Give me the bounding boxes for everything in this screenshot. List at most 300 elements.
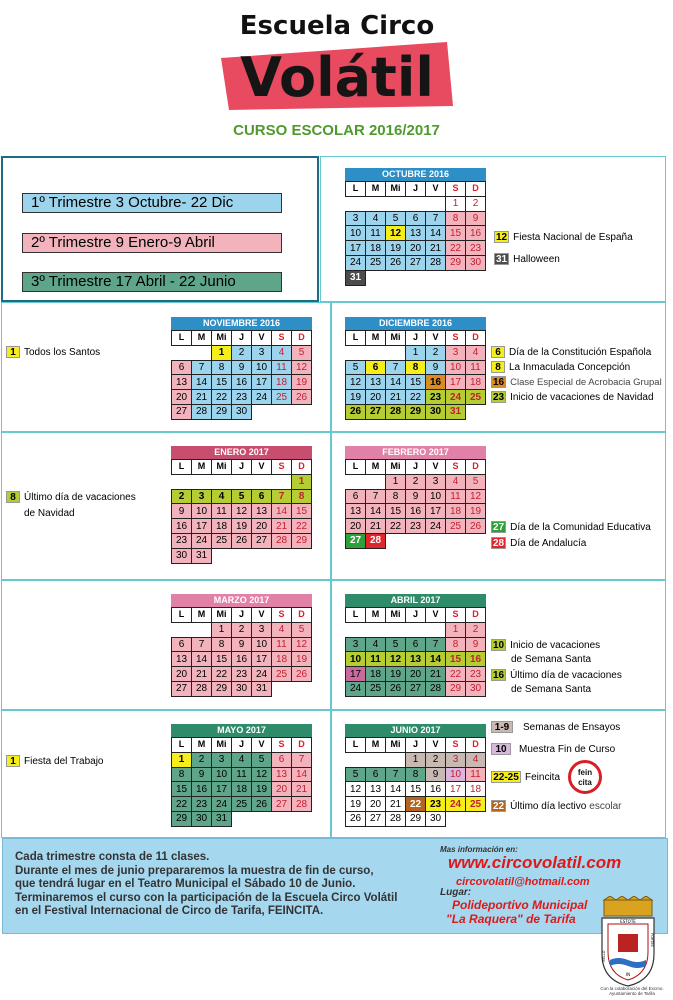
event-jun-muestra	[491, 743, 615, 755]
event-date-badge: 8	[491, 361, 505, 373]
event-dic-8	[491, 361, 630, 373]
calendar-empty-cell	[212, 474, 232, 489]
calendar-day: 23	[426, 390, 446, 405]
calendar-day: 20	[252, 519, 272, 534]
calendar-empty-cell	[426, 270, 446, 285]
calendar-day: 15	[406, 375, 426, 390]
weekday-header: M	[366, 331, 386, 346]
calendar-week-row	[172, 519, 312, 534]
calendar-day: 29	[212, 681, 232, 696]
calendar-day: 4	[366, 211, 386, 226]
calendar-day: 13	[346, 504, 366, 519]
calendar-day: 21	[192, 667, 212, 682]
calendar-empty-cell	[406, 533, 426, 548]
event-label: Feincita	[525, 771, 561, 783]
calendar-day: 1	[212, 345, 232, 360]
calendar-day: 16	[192, 782, 212, 797]
calendar-day: 31	[346, 270, 366, 285]
calendar-grid	[171, 607, 312, 697]
weekday-header: V	[426, 182, 446, 197]
calendar-day: 24	[346, 255, 366, 270]
calendar-day: 7	[292, 752, 312, 767]
calendar-day: 22	[292, 519, 312, 534]
calendar-day: 13	[406, 226, 426, 241]
calendar-week-row	[346, 667, 486, 682]
calendar-week-row	[346, 390, 486, 405]
weekday-header: M	[366, 608, 386, 623]
event-date-badge: 1	[6, 755, 20, 767]
calendar-day: 2	[192, 752, 212, 767]
calendar-day: 25	[446, 519, 466, 534]
calendar-day: 10	[426, 489, 446, 504]
calendar-empty-cell	[172, 622, 192, 637]
calendar-day: 18	[272, 652, 292, 667]
calendar-day: 23	[466, 667, 486, 682]
calendar-week-row	[346, 241, 486, 256]
calendar-empty-cell	[192, 474, 212, 489]
calendar-day: 28	[426, 255, 446, 270]
calendar-empty-cell	[172, 474, 192, 489]
event-label-suffix: escolar	[589, 800, 622, 812]
calendar-empty-cell	[386, 196, 406, 211]
email-link[interactable]: circovolatil@hotmail.com	[456, 876, 590, 888]
calendar-day: 12	[232, 504, 252, 519]
calendar-title: FEBRERO 2017	[345, 446, 486, 459]
calendar-day: 16	[426, 782, 446, 797]
logo-line1: Escuela Circo	[239, 11, 435, 41]
calendar-empty-cell	[466, 270, 486, 285]
calendar-day: 22	[212, 390, 232, 405]
calendar-day: 12	[346, 375, 366, 390]
calendar-day: 26	[346, 404, 366, 419]
event-label: Fiesta Nacional de España	[513, 231, 633, 243]
weekday-header: J	[232, 460, 252, 475]
calendar-empty-cell	[192, 345, 212, 360]
weekday-header: M	[192, 460, 212, 475]
calendar-diciembre-2016	[345, 317, 486, 420]
event-label: Todos los Santos	[24, 346, 101, 358]
calendar-week-row	[346, 404, 486, 419]
weekday-header: L	[172, 738, 192, 753]
calendar-day: 20	[172, 667, 192, 682]
calendar-empty-cell	[406, 696, 426, 711]
calendar-day: 10	[192, 504, 212, 519]
calendar-day: 18	[232, 782, 252, 797]
calendar-day: 30	[466, 255, 486, 270]
calendar-week-row	[172, 767, 312, 782]
calendar-day: 4	[466, 752, 486, 767]
calendar-day: 2	[466, 196, 486, 211]
weekday-header: Mi	[386, 608, 406, 623]
calendar-day: 20	[346, 519, 366, 534]
calendar-day: 16	[466, 652, 486, 667]
calendar-day: 22	[406, 390, 426, 405]
event-nov-1	[6, 346, 100, 358]
calendar-day: 4	[212, 489, 232, 504]
event-oct-12	[494, 231, 633, 243]
crest-word-in: IN	[625, 972, 631, 977]
calendar-day: 14	[192, 375, 212, 390]
calendar-day: 9	[172, 504, 192, 519]
calendar-day: 14	[272, 504, 292, 519]
calendar-day: 7	[426, 211, 446, 226]
calendar-day: 19	[252, 782, 272, 797]
event-date-badge: 10	[493, 640, 505, 651]
calendar-day: 26	[292, 667, 312, 682]
calendar-day: 20	[366, 797, 386, 812]
calendar-title: ENERO 2017	[171, 446, 312, 459]
calendar-empty-cell	[272, 811, 292, 826]
calendar-day: 18	[272, 375, 292, 390]
calendar-day: 3	[212, 752, 232, 767]
calendar-empty-cell	[232, 548, 252, 563]
calendar-day: 19	[466, 504, 486, 519]
calendar-day: 4	[272, 345, 292, 360]
weekday-header: J	[232, 608, 252, 623]
calendar-day: 9	[406, 489, 426, 504]
calendar-empty-cell	[252, 404, 272, 419]
calendar-day: 26	[346, 811, 366, 826]
weekday-header: Mi	[386, 182, 406, 197]
calendar-day: 5	[386, 637, 406, 652]
calendar-day: 22	[212, 667, 232, 682]
info-line: Terminaremos el curso con la participación de la Escuela Circo Volátil	[15, 891, 398, 904]
lugar-label: Lugar:	[440, 887, 472, 898]
weekday-header: M	[192, 608, 212, 623]
calendar-day: 10	[446, 767, 466, 782]
calendar-title: JUNIO 2017	[345, 724, 486, 737]
weekday-header: L	[172, 608, 192, 623]
info-line: en el Festival Internacional de Circo de Tarifa, FEINCITA.	[15, 905, 324, 917]
calendar-day: 3	[252, 345, 272, 360]
calendar-empty-cell	[386, 270, 406, 285]
calendar-empty-cell	[272, 681, 292, 696]
event-label: Día de la Comunidad Educativa	[510, 521, 651, 533]
event-date-badge: 16	[493, 377, 505, 388]
event-label: La Inmaculada Concepción	[509, 361, 631, 373]
calendar-empty-cell	[212, 548, 232, 563]
calendar-week-row	[172, 390, 312, 405]
calendar-day: 17	[446, 782, 466, 797]
calendar-day: 28	[386, 811, 406, 826]
info-line: que tendrá lugar en el Teatro Municipal el Sábado 10 de Junio.	[15, 878, 356, 890]
calendar-day: 6	[366, 360, 386, 375]
calendar-day: 1	[212, 622, 232, 637]
weekday-header: J	[232, 331, 252, 346]
event-jun-feincita	[491, 771, 560, 783]
calendar-empty-cell	[446, 533, 466, 548]
calendar-day: 6	[272, 752, 292, 767]
trimester-2: 2º Trimestre 9 Enero-9 Abril	[22, 233, 282, 253]
calendar-week-row	[346, 196, 486, 211]
weekday-header-row	[346, 460, 486, 475]
calendar-day: 14	[386, 782, 406, 797]
calendar-empty-cell	[386, 533, 406, 548]
calendar-empty-cell	[366, 696, 386, 711]
calendar-day: 9	[426, 767, 446, 782]
calendar-day: 5	[346, 360, 366, 375]
calendar-day: 1	[446, 622, 466, 637]
calendar-day: 4	[272, 622, 292, 637]
calendar-day: 10	[212, 767, 232, 782]
calendar-day: 21	[386, 797, 406, 812]
weekday-header: V	[426, 331, 446, 346]
calendar-day: 21	[272, 519, 292, 534]
event-date-badge: 1	[6, 346, 20, 358]
calendar-day: 5	[252, 752, 272, 767]
calendar-day: 19	[292, 652, 312, 667]
calendar-abril-2017	[345, 594, 486, 711]
calendar-day: 7	[192, 360, 212, 375]
calendar-empty-cell	[346, 345, 366, 360]
calendar-day: 4	[446, 474, 466, 489]
calendar-day: 3	[446, 345, 466, 360]
calendar-day: 16	[172, 519, 192, 534]
weekday-header: L	[346, 182, 366, 197]
calendar-empty-cell	[346, 752, 366, 767]
calendar-noviembre-2016	[171, 317, 312, 434]
calendar-day: 21	[426, 667, 446, 682]
calendar-day: 29	[446, 681, 466, 696]
calendar-day: 20	[406, 241, 426, 256]
escuela-circo-volatil-logo	[215, 6, 460, 116]
calendar-week-row	[346, 652, 486, 667]
weekday-header: Mi	[386, 738, 406, 753]
event-label: Inicio de vacaciones	[510, 639, 601, 651]
calendar-empty-cell	[232, 474, 252, 489]
info-line: Cada trimestre consta de 11 clases.	[15, 851, 210, 863]
calendar-empty-cell	[346, 696, 366, 711]
logo-line2: Volátil	[240, 46, 434, 109]
calendar-day: 25	[272, 667, 292, 682]
calendar-day: 26	[292, 390, 312, 405]
trimester-1: 1º Trimestre 3 Octubre- 22 Dic	[22, 193, 282, 213]
calendar-day: 16	[232, 375, 252, 390]
calendar-day: 17	[346, 667, 366, 682]
event-label: Fiesta del Trabajo	[24, 755, 104, 767]
calendar-day: 25	[366, 681, 386, 696]
calendar-week-row	[346, 226, 486, 241]
weekday-header: S	[272, 738, 292, 753]
calendar-day: 7	[386, 360, 406, 375]
calendar-week-row	[346, 360, 486, 375]
calendar-title: DICIEMBRE 2016	[345, 317, 486, 330]
event-label: Último día de vacaciones	[510, 669, 622, 681]
calendar-day: 7	[272, 489, 292, 504]
calendar-week-row	[346, 270, 486, 285]
weekday-header: S	[446, 738, 466, 753]
calendar-week-row	[346, 811, 486, 826]
calendar-day: 26	[252, 797, 272, 812]
crown-points-icon	[604, 896, 652, 900]
calendar-day: 2	[232, 622, 252, 637]
calendar-day: 1	[406, 752, 426, 767]
calendar-day: 27	[252, 533, 272, 548]
calendar-week-row	[346, 681, 486, 696]
feincita-logo: fein cita	[568, 760, 602, 794]
calendar-week-row	[346, 752, 486, 767]
calendar-day: 11	[366, 226, 386, 241]
calendar-day: 2	[172, 489, 192, 504]
event-label: Día de Andalucía	[510, 537, 587, 549]
calendar-day: 2	[426, 345, 446, 360]
calendar-day: 22	[386, 519, 406, 534]
calendar-day: 17	[252, 375, 272, 390]
calendar-day: 13	[252, 504, 272, 519]
calendar-day: 30	[232, 404, 252, 419]
weekday-header-row	[172, 331, 312, 346]
calendar-day: 11	[446, 489, 466, 504]
calendar-day: 23	[426, 797, 446, 812]
event-abr-10	[491, 639, 600, 651]
calendar-grid	[345, 330, 486, 420]
calendar-empty-cell	[426, 196, 446, 211]
calendar-day: 2	[232, 345, 252, 360]
event-date-badge: 28	[493, 538, 505, 549]
calendar-week-row	[346, 211, 486, 226]
calendar-day: 8	[172, 767, 192, 782]
calendar-day: 11	[466, 360, 486, 375]
calendar-day: 24	[252, 667, 272, 682]
calendar-day: 20	[406, 667, 426, 682]
calendar-week-row	[172, 504, 312, 519]
weekday-header: V	[252, 331, 272, 346]
calendar-week-row	[346, 489, 486, 504]
calendar-week-row	[172, 652, 312, 667]
weekday-header: D	[292, 738, 312, 753]
calendar-day: 8	[406, 767, 426, 782]
weekday-header: V	[426, 608, 446, 623]
calendar-empty-cell	[252, 474, 272, 489]
calendar-empty-cell	[292, 548, 312, 563]
calendar-day: 27	[406, 681, 426, 696]
crest-word-estote: ESTOTE	[620, 919, 636, 924]
calendar-day: 31	[212, 811, 232, 826]
calendar-day: 15	[172, 782, 192, 797]
event-date-badge: 22	[493, 801, 505, 812]
calendar-day: 29	[406, 404, 426, 419]
calendar-day: 13	[272, 767, 292, 782]
weekday-header-row	[172, 460, 312, 475]
calendar-empty-cell	[466, 533, 486, 548]
calendar-day: 20	[366, 390, 386, 405]
calendar-day: 12	[252, 767, 272, 782]
calendar-day: 31	[252, 681, 272, 696]
calendar-day: 18	[446, 504, 466, 519]
weekday-header-row	[172, 608, 312, 623]
weekday-header-row	[172, 738, 312, 753]
calendar-day: 24	[212, 797, 232, 812]
event-feb-28	[491, 537, 586, 549]
calendar-day: 23	[232, 667, 252, 682]
calendar-day: 8	[406, 360, 426, 375]
calendar-day: 27	[172, 681, 192, 696]
calendar-day: 31	[446, 404, 466, 419]
website-link[interactable]: www.circovolatil.com	[448, 853, 622, 872]
calendar-day: 18	[466, 375, 486, 390]
calendar-empty-cell	[366, 345, 386, 360]
calendar-day: 18	[212, 519, 232, 534]
calendar-day: 1	[172, 752, 192, 767]
calendar-week-row	[346, 519, 486, 534]
calendar-day: 18	[366, 241, 386, 256]
calendar-day: 11	[466, 767, 486, 782]
weekday-header: J	[406, 331, 426, 346]
calendar-day: 3	[446, 752, 466, 767]
calendar-day: 24	[426, 519, 446, 534]
calendar-day: 17	[426, 504, 446, 519]
calendar-empty-cell	[192, 622, 212, 637]
calendar-empty-cell	[346, 196, 366, 211]
calendar-day: 30	[426, 811, 446, 826]
event-dic-6	[491, 346, 651, 358]
calendar-week-row	[172, 533, 312, 548]
calendar-day: 14	[426, 652, 446, 667]
event-date-badge: 22-25	[491, 771, 521, 783]
weekday-header: S	[446, 182, 466, 197]
event-abr-16-line2: de Semana Santa	[511, 684, 592, 695]
calendar-week-row	[346, 797, 486, 812]
calendar-day: 22	[406, 797, 426, 812]
calendar-week-row	[346, 474, 486, 489]
event-label: Último día lectivo	[510, 800, 587, 812]
calendar-empty-cell	[366, 474, 386, 489]
calendar-week-row	[172, 360, 312, 375]
calendar-day: 22	[446, 667, 466, 682]
calendar-day: 6	[252, 489, 272, 504]
calendar-day: 9	[232, 360, 252, 375]
event-date-badge: 8	[6, 491, 20, 503]
weekday-header: V	[426, 460, 446, 475]
calendar-day: 12	[346, 782, 366, 797]
calendar-day: 21	[366, 519, 386, 534]
calendar-day: 21	[292, 782, 312, 797]
weekday-header: M	[366, 182, 386, 197]
calendar-day: 25	[232, 797, 252, 812]
calendar-day: 25	[366, 255, 386, 270]
calendar-day: 29	[406, 811, 426, 826]
calendar-day: 30	[466, 681, 486, 696]
calendar-empty-cell	[232, 811, 252, 826]
calendar-week-row	[172, 489, 312, 504]
calendar-day: 3	[252, 622, 272, 637]
calendar-day: 28	[426, 681, 446, 696]
calendar-day: 6	[172, 637, 192, 652]
calendar-week-row	[346, 782, 486, 797]
calendar-empty-cell	[292, 681, 312, 696]
weekday-header: L	[346, 331, 366, 346]
calendar-empty-cell	[366, 622, 386, 637]
calendar-day: 16	[232, 652, 252, 667]
calendar-day: 19	[346, 797, 366, 812]
calendar-grid	[171, 459, 312, 564]
calendar-day: 16	[466, 226, 486, 241]
calendar-day: 1	[446, 196, 466, 211]
calendar-day: 9	[466, 637, 486, 652]
calendar-empty-cell	[272, 474, 292, 489]
calendar-day: 13	[366, 375, 386, 390]
calendar-day: 10	[252, 637, 272, 652]
calendar-day: 10	[252, 360, 272, 375]
calendar-day: 9	[426, 360, 446, 375]
calendar-day: 12	[292, 637, 312, 652]
calendar-empty-cell	[406, 196, 426, 211]
calendar-day: 29	[446, 255, 466, 270]
lugar-line1: Polideportivo Municipal	[452, 898, 588, 912]
calendar-mayo-2017	[171, 724, 312, 827]
lugar-line2: "La Raquera" de Tarifa	[446, 912, 576, 926]
calendar-day: 15	[386, 504, 406, 519]
